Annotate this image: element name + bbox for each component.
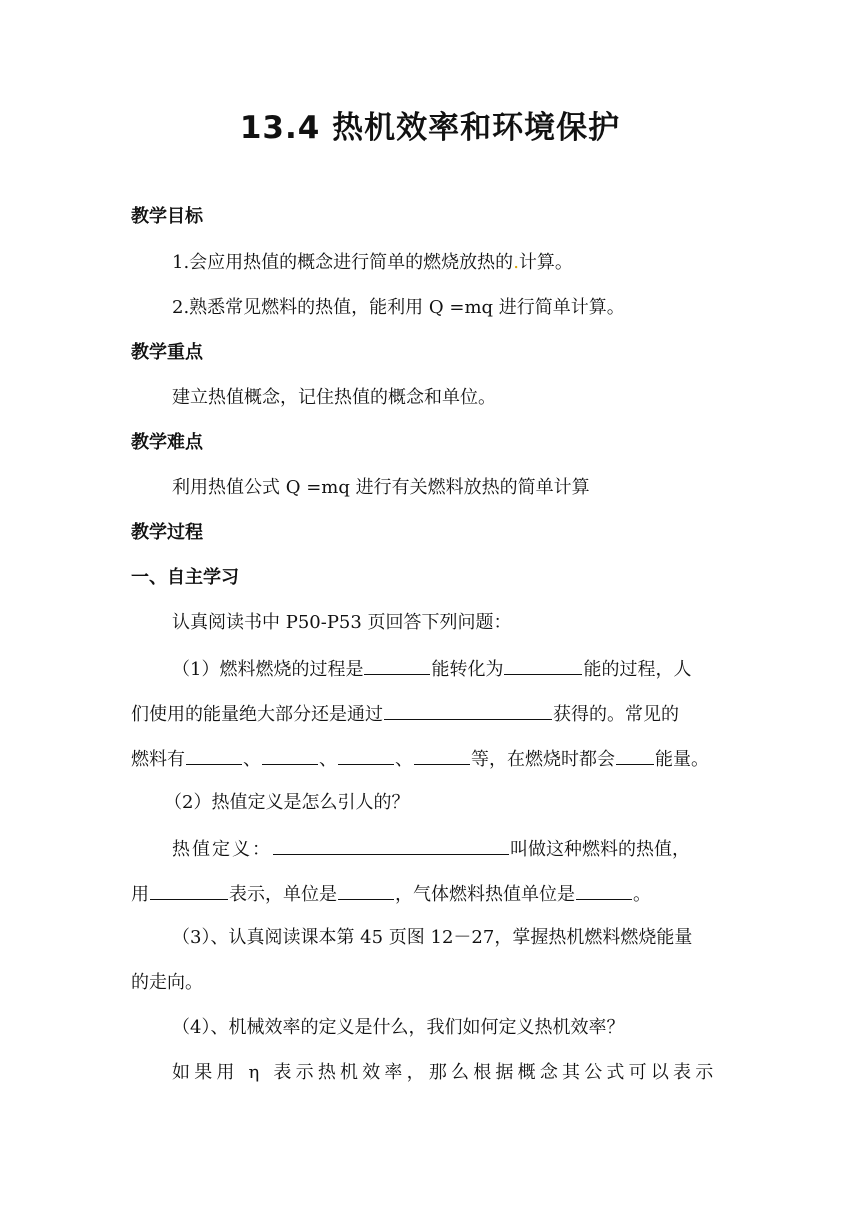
fill-blank[interactable]	[273, 833, 509, 855]
fill-blank[interactable]	[150, 878, 228, 900]
goal-1-text-end: 计算。	[518, 252, 573, 273]
goal-item-2: 2.熟悉常见燃料的热值，能利用 Q =mq 进行简单计算。	[172, 297, 625, 318]
fill-blank[interactable]	[616, 743, 654, 765]
q2-text: ，气体燃料热值单位是	[395, 884, 575, 905]
section-heading-process: 教学过程	[131, 522, 203, 543]
q1-text: 们使用的能量绝大部分还是通过	[131, 704, 383, 725]
q1-sep: 、	[319, 749, 337, 770]
question-2-title: （2）热值定义是怎么引人的？	[164, 792, 410, 813]
q1-text: 能的过程，人	[583, 659, 692, 680]
section-heading-key-points: 教学重点	[131, 342, 203, 363]
question-3-line-2: 的走向。	[131, 972, 203, 993]
q1-sep: 、	[395, 749, 413, 770]
reading-instruction: 认真阅读书中 P50-P53 页回答下列问题：	[172, 612, 512, 633]
goal-1-text: 1.会应用热值的概念进行简单的燃烧放热的	[172, 252, 514, 273]
section-heading-goals: 教学目标	[131, 206, 203, 227]
q2-text: 叫做这种燃料的热值，	[510, 839, 690, 860]
fill-blank[interactable]	[504, 653, 582, 675]
difficulty-item: 利用热值公式 Q =mq 进行有关燃料放热的简单计算	[172, 477, 590, 498]
question-2-line-1	[172, 833, 730, 865]
fill-blank[interactable]	[186, 743, 242, 765]
question-1-line-1	[172, 653, 730, 685]
q1-text: 等，在燃烧时都会	[471, 749, 615, 770]
question-2-line-2	[131, 878, 651, 910]
q1-text: 能转化为	[431, 659, 504, 680]
q1-text: （1）燃料燃烧的过程是	[172, 659, 364, 680]
question-1-line-2	[131, 698, 730, 730]
fill-blank[interactable]	[338, 878, 394, 900]
fill-blank[interactable]	[414, 743, 470, 765]
question-1-line-3	[131, 743, 709, 775]
section-heading-difficulties: 教学难点	[131, 432, 203, 453]
q2-text: 表示，单位是	[229, 884, 337, 905]
question-3-line-1: （3）、认真阅读课本第 45 页图 12－27，掌握热机燃料燃烧能量	[172, 927, 693, 948]
fill-blank[interactable]	[338, 743, 394, 765]
question-4-line-1: （4）、机械效率的定义是什么，我们如何定义热机效率？	[172, 1017, 625, 1038]
section-heading-self-study: 一、自主学习	[131, 567, 239, 588]
question-4-line-2: 如果用 η 表示热机效率，那么根据概念其公式可以表示	[172, 1062, 718, 1083]
q2-text: 。	[633, 884, 651, 905]
key-point-item: 建立热值概念，记住热值的概念和单位。	[172, 387, 496, 408]
q1-text: 能量。	[655, 749, 709, 770]
q1-text: 获得的。常见的	[553, 704, 679, 725]
fill-blank[interactable]	[262, 743, 318, 765]
mark-dot: .	[513, 252, 519, 273]
q1-text: 燃料有	[131, 749, 185, 770]
fill-blank[interactable]	[576, 878, 632, 900]
q2-text: 热值定义：	[172, 839, 272, 860]
fill-blank[interactable]	[384, 698, 552, 720]
q1-sep: 、	[243, 749, 261, 770]
q2-text: 用	[131, 884, 149, 905]
page-title: 13.4 热机效率和环境保护	[239, 110, 621, 146]
fill-blank[interactable]	[364, 653, 430, 675]
goal-item-1	[172, 248, 573, 278]
